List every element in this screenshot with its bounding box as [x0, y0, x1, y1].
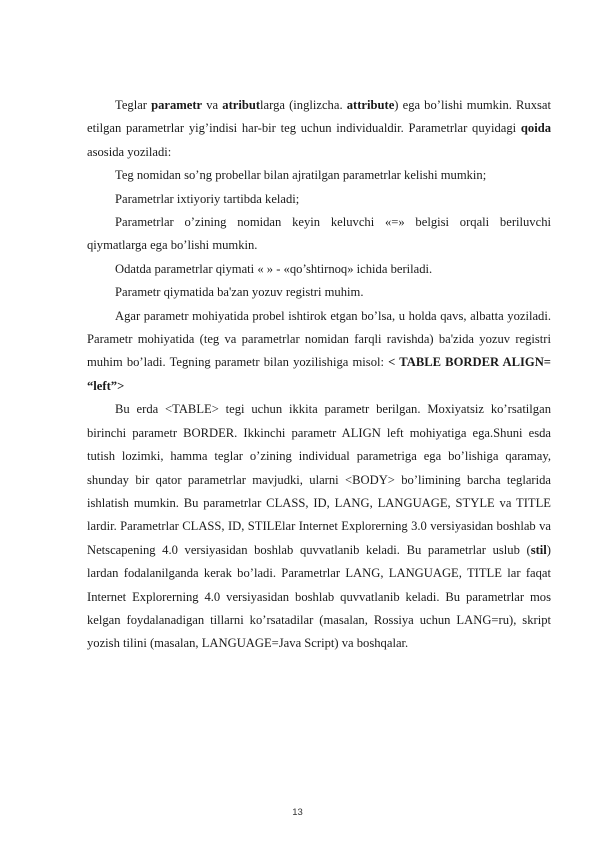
text-run: larga (inglizcha.: [260, 98, 347, 112]
bold-term: qoida: [520, 121, 551, 136]
bold-term: attribute: [346, 98, 395, 112]
paragraph-rule-3: [87, 211, 551, 258]
bold-term: stil: [530, 542, 547, 557]
text-run: Agar parametr mohiyatida probel ishtirok etgan bo’lsa, u holda qavs, albatta yoziladi. Parametr mohiyatida (teg va parametrlar nomidan farqli ravishda) ba'zida yozuv registri muhim bo’ladi. Tegning parametr bilan yozilishiga misol:: [87, 308, 551, 370]
bold-term: < TABLE BORDER ALIGN= “left”>: [87, 355, 551, 393]
text-run: va: [202, 98, 223, 112]
text-run: Parametr qiymatida ba'zan yozuv registri muhim.: [115, 285, 364, 300]
paragraph-intro: [87, 94, 551, 164]
text-run: Bu erda <TABLE> tegi uchun ikkita parametr berilgan. Moxiyatsiz ko’rsatilgan birinchi parametr BORDER. Ikkinchi parametr ALIGN left mohiyatiga ega.Shuni esda tutish lozimki, hamma teglar o’zining individual parametriga ega bo’lishiga qaramay, shunday bir qator parametrlar mavjudki, ularni <BODY> bo’limining barcha teglarida ishlatish mumkin. Bu parametrlar CLASS, ID, LANG, LANGUAGE, STYLE va TITLE lardir. Parametrlar CLASS, ID, STILElar Internet Explorerning 3.0 versiyasidan boshlab va Netscapening 4.0 versiyasidan boshlab quvvatlanib keladi. Bu parametrlar uslub (: [87, 402, 551, 557]
text-run: ) lardan fodalanilganda kerak bo’ladi. Parametrlar LANG, LANGUAGE, TITLE lar faqat Internet Explorerning 4.0 versiyasidan boshlab quvvatlanib keladi. Bu parametrlar mos kelgan foydalanadigan tillarni ko’rsatadilar (masalan, Rossiya uchun LANG=ru), skript yozish tilini (masalan, LANGUAGE=Java Script) va boshqalar.: [87, 542, 551, 651]
paragraph-rule-4: [87, 258, 551, 281]
text-run: Odatda parametrlar qiymati « » - «qo’shtirnoq» ichida beriladi.: [115, 261, 433, 276]
text-run: ) ega bo’lishi mumkin. Ruxsat etilgan parametrlar yig’indisi har-bir teg uchun individualdir. Parametrlar quyidagi: [87, 98, 551, 136]
text-run: Teg nomidan so’ng probellar bilan ajratilgan parametrlar kelishi mumkin;: [115, 168, 487, 183]
text-run: asosida yoziladi:: [87, 144, 172, 159]
body-text: [87, 94, 551, 656]
text-run: Teglar: [115, 98, 152, 112]
paragraph-rule-1: [87, 164, 551, 187]
paragraph-rule-5: [87, 281, 551, 304]
text-run: Parametrlar o’zining nomidan keyin keluvchi «=» belgisi orqali beriluvchi qiymatlarga ega bo’lishi mumkin.: [87, 215, 551, 253]
paragraph-rule-2: [87, 188, 551, 211]
bold-term: parametr: [151, 98, 203, 112]
paragraph-table-explanation: [87, 398, 551, 655]
text-run: Parametrlar ixtiyoriy tartibda keladi;: [115, 191, 300, 206]
paragraph-space-note: [87, 305, 551, 399]
page-number: 13: [292, 807, 303, 818]
bold-term: atribut: [222, 98, 261, 112]
